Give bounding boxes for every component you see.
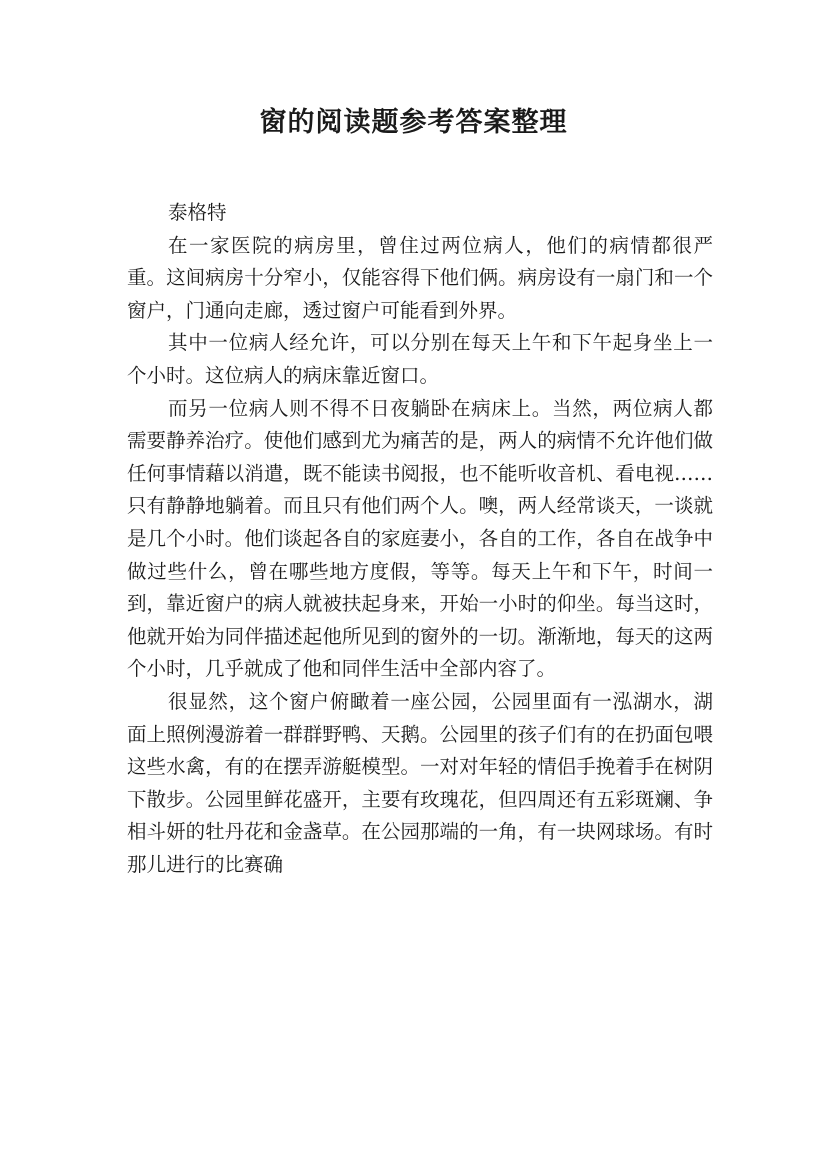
paragraph-2: 其中一位病人经允许，可以分别在每天上午和下午起身坐上一个小时。这位病人的病床靠近窗口。	[127, 331, 713, 387]
paragraph-3: 而另一位病人则不得不日夜躺卧在病床上。当然，两位病人都需要静养治疗。使他们感到尤为痛苦的是，两人的病情不允许他们做任何事情藉以消遣，既不能读书阅报，也不能听收音机、看电视……只有静静地躺着。而且只有他们两个人。噢，两人经常谈天，一谈就是几个小时。他们谈起各自的家庭妻小，各自的工作，各自在战争中做过些什么，曾在哪些地方度假，等等。每天上午和下午，时间一到，靠近窗户的病人就被扶起身来，开始一小时的仰坐。每当这时，他就开始为同伴描述起他所见到的窗外的一切。渐渐地，每天的这两个小时，几乎就成了他和同伴生活中全部内容了。	[127, 396, 713, 681]
paragraph-1: 在一家医院的病房里，曾住过两位病人，他们的病情都很严重。这间病房十分窄小，仅能容得下他们俩。病房设有一扇门和一个窗户，门通向走廊，透过窗户可能看到外界。	[127, 233, 713, 322]
author-name: 泰格特	[168, 201, 227, 224]
document-title: 窗的阅读题参考答案整理	[259, 107, 568, 138]
paragraph-4: 很显然，这个窗户俯瞰着一座公园，公园里面有一泓湖水，湖面上照例漫游着一群群野鸭、天鹅。公园里的孩子们有的在扔面包喂这些水禽，有的在摆弄游艇模型。一对对年轻的情侣手挽着手在树阴下散步。公园里鲜花盛开，主要有玫瑰花，但四周还有五彩斑斓、争相斗妍的牡丹花和金盏草。在公园那端的一角，有一块网球场。有时那儿进行的比赛确	[127, 689, 713, 876]
document-body	[127, 197, 713, 881]
